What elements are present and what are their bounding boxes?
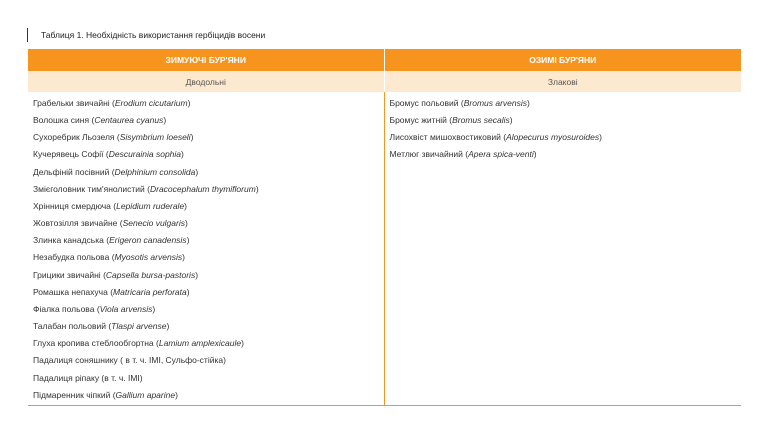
weed-name: Жовтозілля звичайне bbox=[33, 218, 118, 229]
weed-name: Незабудка польова bbox=[33, 252, 110, 263]
weed-name: Талабан польовий bbox=[33, 321, 106, 332]
list-item: Підмаренник чіпкий (Gallium aparine) bbox=[33, 389, 178, 400]
weed-list bbox=[33, 95, 384, 404]
weed-latin-name: Descurainia sophia bbox=[108, 149, 182, 160]
weed-latin-name: Bromus secalis bbox=[452, 115, 510, 126]
weed-latin-name: Lamium amplexicaule bbox=[158, 338, 242, 349]
list-item: Злинка канадська (Erigeron canadensis) bbox=[33, 235, 190, 246]
weed-latin-name: Capsella bursa-pastoris bbox=[105, 269, 196, 280]
herbicide-table bbox=[28, 49, 741, 406]
list-item: Грабельки звичайні (Erodium cicutarium) bbox=[33, 98, 191, 108]
list-item: Грицики звичайні (Capsella bursa-pastoris) bbox=[33, 269, 199, 280]
weed-name: Волошка синя bbox=[33, 115, 90, 126]
list-item: Сухоребрик Льозеля (Sisymbrium loeseli) bbox=[33, 132, 194, 143]
weed-latin-name: Lepidium ruderale bbox=[116, 200, 185, 211]
weed-name: Підмаренник чіпкий bbox=[33, 389, 111, 400]
weed-latin-name: Dracocephalum thymiflorum bbox=[149, 183, 256, 194]
weed-name: Грицики звичайні bbox=[33, 269, 101, 280]
weed-latin-name: Viola arvensis bbox=[99, 303, 153, 314]
weed-latin-name: Senecio vulgaris bbox=[122, 218, 185, 229]
subheader-grasses: Злакові bbox=[384, 71, 741, 92]
weed-latin-name: Erigeron canadensis bbox=[109, 235, 187, 246]
weed-latin-name: Matricaria perforata bbox=[113, 286, 187, 297]
list-item: Кучерявець Софії (Descurainia sophia) bbox=[33, 149, 184, 160]
weed-name: Лисохвіст мишохвостиковий bbox=[389, 132, 501, 143]
weed-latin-name: Sisymbrium loeseli bbox=[119, 132, 191, 143]
list-item: Незабудка польова (Myosotis arvensis) bbox=[33, 252, 185, 263]
list-item: Бромус житній (Bromus secalis) bbox=[389, 115, 513, 126]
weed-name: Ромашка непахуча bbox=[33, 286, 108, 297]
weed-name: Дельфіній посівний bbox=[33, 166, 110, 177]
weed-latin-name: Centaurea cyanus bbox=[94, 115, 164, 126]
list-item: Метлюг звичайний (Apera spica-venti) bbox=[389, 149, 537, 160]
weed-name: Падалиця ріпаку (в т. ч. IMI) bbox=[33, 372, 143, 383]
table-caption: Таблиця 1. Необхідність використання гербіцидів восени bbox=[27, 28, 265, 42]
weed-name: Падалиця соняшнику ( в т. ч. IMI, Сульфо-стійка) bbox=[33, 355, 226, 366]
header-wintering-weeds: ЗИМУЮЧІ БУР'ЯНИ bbox=[28, 49, 384, 71]
weed-latin-name: Tlaspi arvense bbox=[111, 321, 167, 332]
weed-latin-name: Alopecurus myosuroides bbox=[506, 132, 600, 143]
weed-latin-name: Bromus arvensis bbox=[463, 98, 528, 108]
list-item bbox=[33, 352, 384, 369]
header-winter-weeds: ОЗИМІ БУР'ЯНИ bbox=[384, 49, 741, 71]
list-item bbox=[33, 370, 384, 387]
list-item: Глуха кропива стеблообгортна (Lamium amplexicaule) bbox=[33, 338, 244, 349]
list-item: Ромашка непахуча (Matricaria perforata) bbox=[33, 286, 190, 297]
weed-name: Кучерявець Софії bbox=[33, 149, 104, 160]
weed-name: Бромус житній bbox=[389, 115, 447, 126]
weed-latin-name: Delphinium consolida bbox=[114, 166, 196, 177]
weed-latin-name: Apera spica-venti bbox=[468, 149, 534, 160]
weed-name: Бромус польовий bbox=[389, 98, 459, 108]
list-item: Лисохвіст мишохвостиковий (Alopecurus myosuroides) bbox=[389, 132, 602, 143]
weed-name: Змієголовник тим'янолистий bbox=[33, 183, 145, 194]
weed-name: Злинка канадська bbox=[33, 235, 104, 246]
weed-name: Фіалка польова bbox=[33, 303, 95, 314]
weed-latin-name: Erodium cicutarium bbox=[114, 98, 188, 108]
column-wintering-weeds bbox=[28, 92, 384, 406]
column-winter-weeds bbox=[384, 92, 741, 406]
weed-latin-name: Gallium aparine bbox=[115, 389, 176, 400]
list-item: Змієголовник тим'янолистий (Dracocephalum thymiflorum) bbox=[33, 183, 259, 194]
list-item: Жовтозілля звичайне (Senecio vulgaris) bbox=[33, 218, 188, 229]
weed-name: Хрінниця смердюча bbox=[33, 200, 111, 211]
subheader-dicots: Дводольні bbox=[28, 71, 384, 92]
weed-name: Глуха кропива стеблообгортна bbox=[33, 338, 154, 349]
list-item: Фіалка польова (Viola arvensis) bbox=[33, 303, 156, 314]
list-item: Талабан польовий (Tlaspi arvense) bbox=[33, 321, 170, 332]
list-item: Бромус польовий (Bromus arvensis) bbox=[389, 98, 530, 108]
weed-latin-name: Myosotis arvensis bbox=[114, 252, 183, 263]
list-item: Хрінниця смердюча (Lepidium ruderale) bbox=[33, 200, 188, 211]
weed-name: Сухоребрик Льозеля bbox=[33, 132, 115, 143]
weed-name: Метлюг звичайний bbox=[389, 149, 463, 160]
list-item: Дельфіній посівний (Delphinium consolida) bbox=[33, 166, 199, 177]
list-item: Волошка синя (Centaurea cyanus) bbox=[33, 115, 167, 126]
weed-list bbox=[390, 95, 742, 164]
weed-name: Грабельки звичайні bbox=[33, 98, 110, 108]
